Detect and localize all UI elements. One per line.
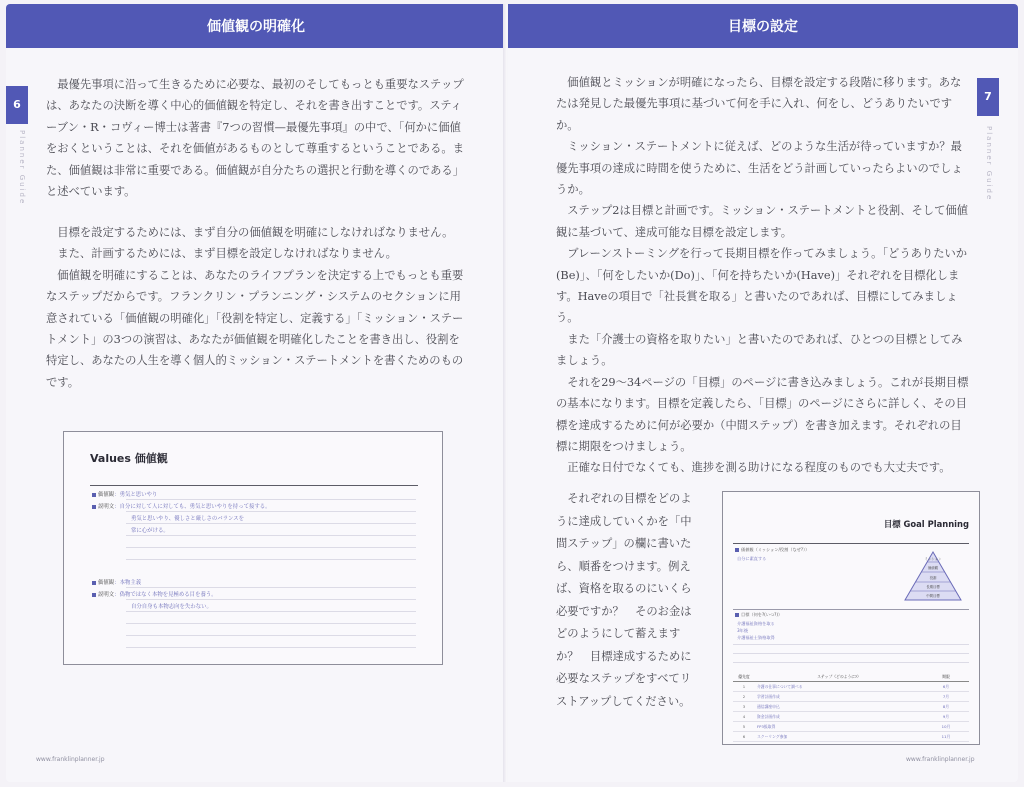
right-header: 目標の設定	[508, 4, 1018, 48]
right-page-number: 7	[977, 78, 999, 116]
right-text-main	[556, 72, 972, 479]
paragraph: 正確な日付でなくても、進捗を測る助けになる程度のものでも大丈夫です。	[567, 461, 951, 475]
table-row: 1 介護の仕事について調べる 6月	[733, 682, 969, 692]
left-text-top	[46, 74, 466, 202]
paragraph: それぞれの目標をどのように達成していくかを「中間ステップ」の欄に書いたら、順番をつけます。例えば、資格を取るのにいくら必要ですか？ そのお金はどのようにして蓄えますか？ 目標達成するために必要なステップをすべてリストアップしてください。	[556, 492, 692, 708]
paragraph: 価値観とミッションが明確になったら、目標を設定する段階に移ります。あなたは発見した最優先事項に基づいて何を手に入れ、何をし、どうありたいですか。	[556, 76, 962, 132]
right-side-label: Planner Guide	[985, 126, 993, 202]
right-page	[508, 4, 1018, 782]
goal-row1-value: 自分に素直する	[737, 556, 767, 561]
goal-row2-label: 目標（何を?(いつ?)）	[735, 612, 782, 618]
values-entry-1-desc: 説明文：自分に対して人に対しても、勇気と思いやりを持って接する。	[92, 502, 271, 510]
goal-row2-value: 介護福祉資格を取る	[737, 621, 775, 626]
left-header: 価値観の明確化	[6, 4, 506, 48]
values-entry-1-value: 価値観：勇気と思いやり	[92, 490, 157, 498]
values-entry-1-desc-3: 常に心がける。	[131, 528, 169, 534]
paragraph: ブレーンストーミングを行って長期目標を作ってみましょう。「どうありたいか(Be)」、「何をしたいか(Do)」、「何を持ちたいか(Have)」それぞれを目標化します。Haveの項目で「社長賞を取る」と書いたのであれば、目標にしてみましょう。	[556, 247, 968, 325]
values-entry-2-value: 価値観：本物主義	[92, 578, 141, 586]
paragraph: 目標を設定するためには、まず自分の価値観を明確にしなければなりません。	[57, 226, 454, 239]
goal-row1-label: 価値観（ミッション/役割（なぜ?））	[735, 547, 809, 553]
divider	[90, 485, 418, 486]
pyramid-level: 役割	[929, 576, 937, 580]
table-row: 3 通信講座申込 8月	[733, 702, 969, 712]
goal-row2-value: 介護福祉士資格取得	[737, 635, 775, 640]
left-page-number: 6	[6, 86, 28, 124]
table-row: 6 スクーリング参加 11月	[733, 732, 969, 742]
left-footer-url: www.franklinplanner.jp	[36, 756, 105, 763]
values-box-title: Values 価値観	[90, 452, 168, 465]
goal-pyramid-diagram	[903, 550, 963, 602]
table-header-row: 優先度 ステップ（どのように?） 期限	[733, 672, 969, 682]
paragraph: また、計画するためには、まず目標を設定しなければなりません。	[57, 247, 397, 261]
goal-box-title: 目標 Goal Planning	[883, 519, 969, 529]
pyramid-level: 中間目標	[926, 594, 940, 598]
values-example-box	[63, 431, 443, 665]
table-row: 5 FP3級取得 10月	[733, 722, 969, 732]
right-text-narrow	[556, 488, 700, 713]
paragraph: ステップ2は目標と計画です。ミッション・ステートメントと役割、そして価値観に基づいて、達成可能な目標を設定します。	[556, 204, 968, 239]
paragraph: また「介護士の資格を取りたい」と書いたのであれば、ひとつの目標としてみましょう。	[556, 332, 963, 368]
pyramid-level: 価値観	[927, 566, 939, 570]
paragraph: それを29～34ページの「目標」のページに書き込みましょう。これが長期目標の基本になります。目標を定義したら、「目標」のページにさらに詳しく、その目標を達成するために何が必要か（中間ステップ）を書き加えます。それぞれの目標に期限をつけましょう。	[556, 375, 969, 453]
goal-planning-example-box	[722, 491, 980, 745]
pyramid-level: 長期目標	[926, 585, 940, 589]
values-entry-2-desc-2: 自分自身も本物志向を失わない。	[131, 604, 212, 610]
paragraph: ミッション・ステートメントに従えば、どのような生活が待っていますか？最優先事項の達成に時間を使うために、生活をどう計画していったらよいのでしょうか。	[556, 140, 963, 197]
pyramid-level: ミッション	[924, 557, 942, 561]
table-row: 4 資金計画作成 9月	[733, 712, 969, 722]
divider	[733, 543, 969, 544]
paragraph: 最優先事項に沿って生きるために必要な、最初のそしてもっとも重要なステップは、あなたの決断を導く中心的価値観を特定し、それを書き出すことです。スティーブン・R・コヴィー博士は著書『7つの習慣—最優先事項』の中で、「何かに価値をおくということは、それを価値があるものとして尊重するということである。また、価値観は非常に重要である。価値観が自分たちの選択と行動を導くのである」と述べています。	[46, 78, 464, 199]
goal-row2-value: 3年後	[737, 628, 749, 633]
left-side-label: Planner Guide	[18, 130, 26, 206]
values-entry-2-desc: 説明文：偽物ではなく本物を見極める目を養う。	[92, 590, 217, 598]
values-entry-1-desc-2: 勇気と思いやり、優しさと厳しさのバランスを	[131, 516, 245, 522]
left-text-bottom	[46, 222, 466, 393]
table-row: 2 学習計画作成 7月	[733, 692, 969, 702]
right-footer-url: www.franklinplanner.jp	[906, 756, 975, 763]
goal-steps-table	[733, 672, 969, 742]
paragraph: 価値観を明確にすることは、あなたのライフプランを決定する上でもっとも重要なステップだからです。フランクリン・プランニング・システムのセクションに用意されている「価値観の明確化」「役割を特定し、定義する」「ミッション・ステートメント」の3つの演習は、あなたが価値観を明確化したことを書き出し、役割を特定し、あなたの人生を導く個人的ミッション・ステートメントを書くためのものです。	[46, 268, 464, 389]
left-page	[6, 4, 506, 782]
